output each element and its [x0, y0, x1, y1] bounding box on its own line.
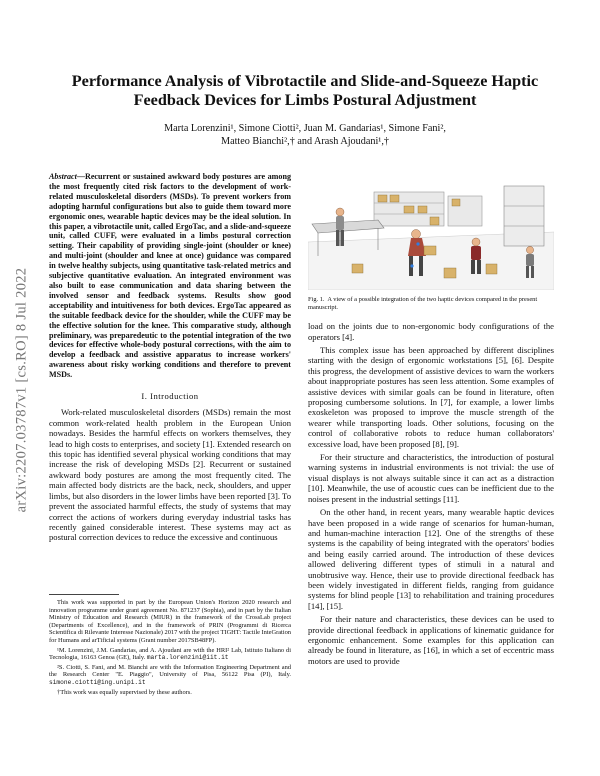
intro-paragraph-left: Work-related musculoskeletal disorders (MSDs) remain the most common work-related health problem in the European Union nowadays. Besides the harmful effects on workers themselves, they lead to high costs to enterprises, and society [1]. Extended research on this topic has identified several physical working conditions that may increase the risk of developing MSDs [2]. Recurrent or sustained awkward body postures are among the most frequently cited. The main affected body districts are the back, neck, shoulders, and upper limbs, but also disorders in the lower limbs have been reported [3]. To prevent the associated harmful effects, the study of systems that may correct the actions of workers during everyday industrial tasks has recently gained considerable interest. These systems may act as postural correction devices to reduce the excessive and continuous — [49, 407, 291, 543]
intro-paragraph-3: For their structure and characteristics, the introduction of postural warning systems in industrial environments is not trivial: the use of visual displays is not always suitable since it can act as a distraction [10]. Meanwhile, the use of acoustic cues can be inefficient due to the noises present in the industrial settings [11]. — [308, 452, 554, 504]
footnote-supervision: †This work was equally supervised by these authors. — [57, 688, 192, 696]
figure-caption-text: A view of a possible integration of the two haptic devices compared in the present manuscript. — [308, 296, 538, 311]
footnote-funding: This work was supported in part by the European Union's Horizon 2020 research and innovation programme under grant agreement No. 871237 (Sophia), and in part by the Italian Ministry of Education and Research (MIUR) in the framework of the CrossLab project (Departments of Excellence), and in the framework of PRIN (Programmi di Ricerca Scientifica di Rilevante Interesse Nazionale) 2017 with the project TIGHT: Tactile InteGration for Humans and arTificial systems (Grant number 2017SB48FP). — [49, 599, 291, 644]
factory-scene-illustration — [308, 172, 554, 290]
authors-line-2: Matteo Bianchi²,† and Arash Ajoudani¹,† — [221, 136, 389, 147]
rack-icon — [504, 186, 544, 246]
footnote-affiliation-pisa-text: ²S. Ciotti, S. Fani, and M. Bianchi are with the Information Engineering Department and the Research Center "E. Piaggio", University of Pisa, 56122 Pisa (PI), Italy. — [49, 663, 291, 679]
arxiv-id-text: arXiv:2207.03787v1 [cs.RO] 8 Jul 2022 — [13, 267, 30, 513]
footnote-rule — [49, 594, 119, 595]
left-column — [49, 172, 291, 546]
intro-paragraph-5: For their nature and characteristics, these devices can be used to provide directional feedback in applications of kinematic guidance for ergonomic enhancement. Some examples for this application can already be found in literature, as [16], in which a set of eccentric mass motors are used to provide — [308, 614, 554, 666]
footnote-email-1: marta.lorenzini@iit.it — [146, 654, 229, 662]
authors-line-1: Marta Lorenzini¹, Simone Ciotti², Juan M. Gandarias¹, Simone Fani², — [164, 123, 446, 134]
intro-paragraph-2: This complex issue has been approached by different disciplines starting with the design of ergonomic workstations [5], [6]. Despite this progress, the development of assistive devices to warn the workers about inappropriate postures has seen less attention. Some examples of assistive devices with similar goals can be found in literature, often proposing cumbersome solutions. In [7], for example, a lower limbs exoskeleton was proposed to improve the muscle strength of the wearer while transporting loads. Other solutions, focusing on the control of collaborative robots to reduce human collaborators' excessive load, have been proposed [8], [9]. — [308, 345, 554, 449]
author-list — [50, 122, 560, 148]
footnote-affiliation-iit — [49, 647, 291, 662]
figure-1-caption — [308, 296, 554, 311]
intro-paragraph-continued: load on the joints due to non-ergonomic body configurations of the operators [4]. — [308, 321, 554, 342]
right-column-body — [308, 321, 554, 666]
section-heading-introduction: I. Introduction — [141, 391, 199, 402]
intro-paragraph-4: On the other hand, in recent years, many wearable haptic devices have been proposed in a wide range of scenarios for human-human, and human-machine interaction [12]. One of the strengths of these systems is the capability of being integrated with the operators' bodies and being easily carried around. The introduction of these devices allowed delivering different types of stimuli in a natural and unobtrusive way. Hence, their use to provide directional feedback has been widely investigated in different fields, ranging from guidance systems for blind people [13] to rehabilitation and training procedures [14], [15]. — [308, 507, 554, 611]
footnote-email-2: simone.ciotti@ing.unipi.it — [49, 678, 146, 686]
right-column — [308, 172, 554, 669]
abstract-label: Abstract — [49, 172, 77, 181]
abstract — [49, 172, 291, 380]
figure-caption-label: Fig. 1. — [308, 296, 325, 303]
footnotes — [49, 594, 291, 698]
paper-title: Performance Analysis of Vibrotactile and Slide-and-Squeeze Haptic Feedback Devices for Limbs Postural Adjustment — [71, 72, 539, 109]
footnote-affiliation-pisa — [49, 664, 291, 687]
arxiv-identifier — [4, 200, 40, 580]
footnote-affiliation-iit-text: ¹M. Lorenzini, J.M. Gandarias, and A. Ajoudani are with the HRI² Lab, Istituto Italiano di Tecnologia, 16163 Genoa (GE), Italy. — [49, 646, 291, 662]
abstract-text: —Recurrent or sustained awkward body postures are among the most frequently cited risk factors to the development of work-related musculoskeletal disorders (MSDs). To prevent workers from adopting harmful configurations but also to guide them toward more ergonomic ones, wearable haptic devices may be the ideal solution. In this paper, a vibrotactile unit, called ErgoTac, and a slide-and-squeeze unit, called CUFF, were evaluated in a limbs postural correction setting. Their capability of providing single-joint (shoulder or knee) and multi-joint (shoulder and knee at once) guidance was compared in twelve healthy subjects, using quantitative task-related metrics and subjective quantitative evaluation. An integrated environment was also built to ease communication and data sharing between the involved sensor and feedback systems. Results show good acceptability and intuitiveness for both devices. ErgoTac appeared as the suitable feedback device for the shoulder, while the CUFF may be the effective solution for the knee. This comparative study, although preliminary, was preparedeutic to the potential integration of the two devices for effective whole-body postural corrections, with the aim to develop a feedback and assistive apparatus to increase workers' awareness about risky working conditions and therefore to prevent MSDs. — [49, 172, 291, 380]
figure-1-illustration — [308, 172, 554, 290]
